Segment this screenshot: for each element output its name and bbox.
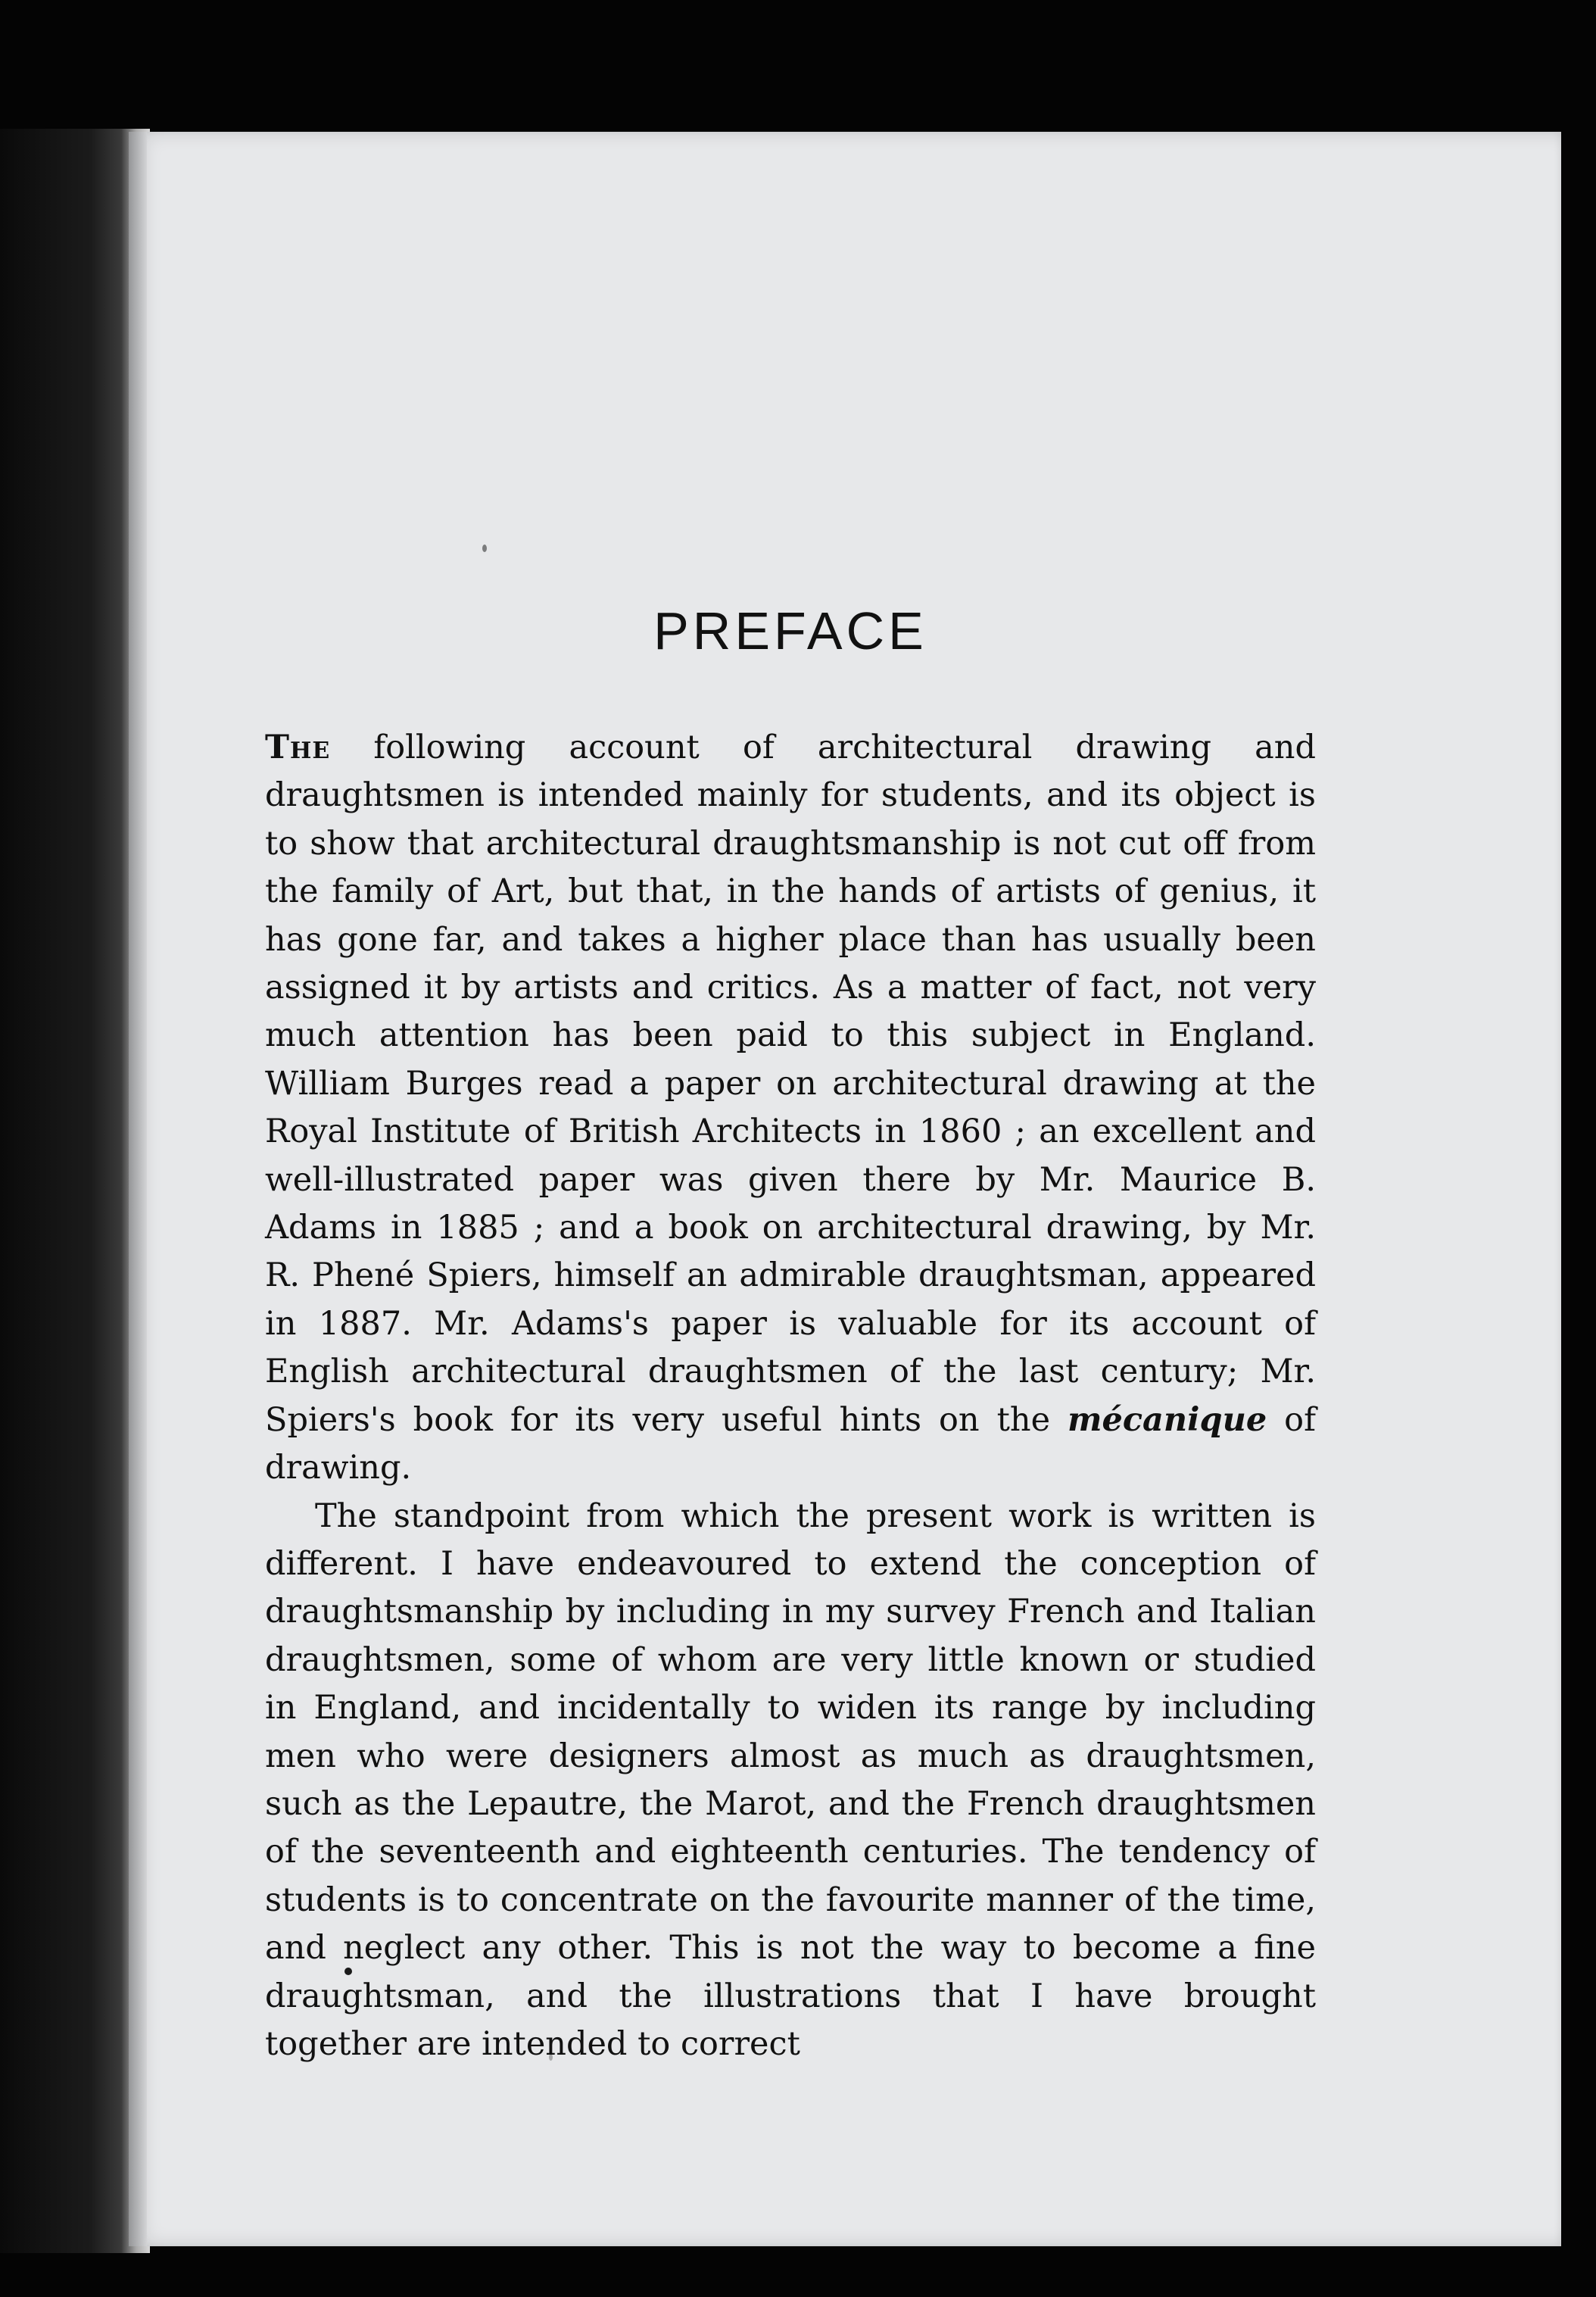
page-title: PREFACE [653, 601, 927, 660]
paragraph-text: following account of architectural drawing and draughtsmen is intended mainly for students, and its object is to show that architectural draughtsmanship is not cut off from the family of Art, but that, in the hands of artists of genius, it has gone far, and takes a higher place than has usually been assigned it by artists and critics. As a matter of fact, not very much attention has been paid to this subject in England. William Burges read a paper on architectural drawing at the Royal Institute of British Architects in 1860 ; an excellent and well-illustrated paper was given there by Mr. Maurice B. Adams in 1885 ; and a book on architectural drawing, by Mr. R. Phené Spiers, himself an admirable draughtsman, appeared in 1887. Mr. Adams's paper is valuable for its account of English architectural draughtsmen of the last century; Mr. Spiers's book for its very useful hints on the [265, 729, 1316, 1439]
page-bullet-mark [344, 1968, 352, 1975]
preface-content [265, 598, 1316, 2068]
preface-paragraph-2: The standpoint from which the present work is written is different. I have endeavoured to extend the conception of draughtsmanship by including in my survey French and Italian draughtsmen, some of whom are very little known or studied in England, and incidentally to widen its range by including men who were designers almost as much as draughtsmen, such as the Lepautre, the Marot, and the French draughtsmen of the seventeenth and eighteenth centuries. The tendency of students is to concentrate on the favourite manner of the time, and neglect any other. This is not the way to become a fine draughtsman, and the illustrations that I have brought together are intended to correct [265, 1496, 1316, 2063]
preface-paragraph-1 [265, 724, 1316, 1493]
page-speck [482, 545, 487, 552]
paragraph-tail: of drawing. [265, 1400, 1316, 1487]
book-spine-shadow [0, 129, 150, 2253]
paragraph-lead-word: The [265, 729, 331, 766]
italic-term: mécanique [1068, 1400, 1267, 1439]
page-gutter [129, 132, 147, 2246]
